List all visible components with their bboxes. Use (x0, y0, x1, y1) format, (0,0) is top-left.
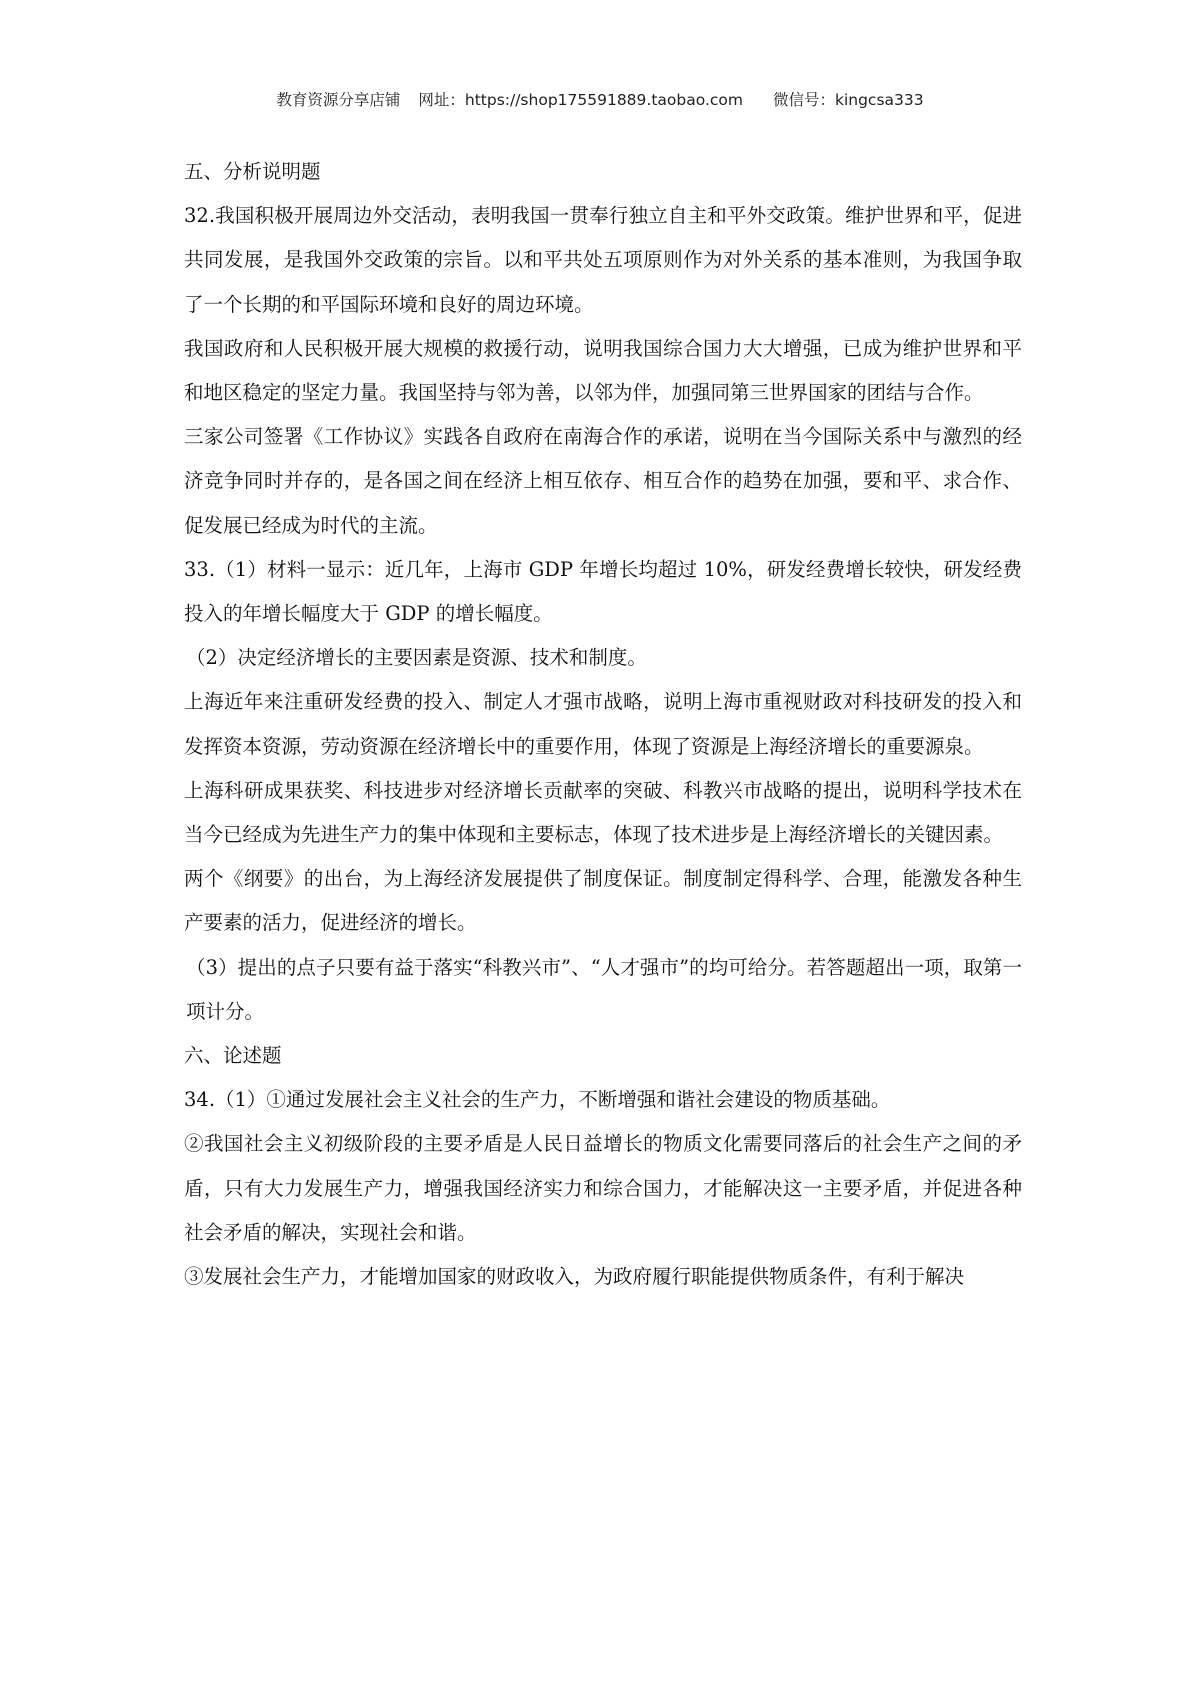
answer-33-part-3: （3）提出的点子只要有益于落实“科教兴市”、“人才强市”的均可给分。若答题超出一项，取第一项计分。 (186, 955, 1022, 1023)
answer-33-part-2: （2）决定经济增长的主要因素是资源、技术和制度。 (186, 646, 647, 670)
header-shop-name: 教育资源分享店铺 (276, 91, 401, 109)
answer-34-point-1: 34.（1）①通过发展社会主义社会的生产力，不断增强和谐社会建设的物质基础。 (184, 1088, 891, 1112)
answer-32-paragraph-1: 32.我国积极开展周边外交活动，表明我国一贯奉行独立自主和平外交政策。维护世界和平，促进共同发展，是我国外交政策的宗旨。以和平共处五项原则作为对外关系的基本准则，为我国争取了一个长期的和平国际环境和良好的周边环境。 (184, 204, 1022, 316)
section-heading-essay: 六、论述题 (184, 1044, 282, 1068)
header-url: 网址：https://shop175591889.taobao.com (418, 91, 743, 109)
section-heading-analysis: 五、分析说明题 (184, 160, 321, 183)
answer-33-paragraph-institution: 两个《纲要》的出台，为上海经济发展提供了制度保证。制度制定得科学、合理，能激发各种生产要素的活力，促进经济的增长。 (184, 867, 1022, 935)
document-body (184, 150, 1022, 1299)
page-header (0, 88, 1200, 110)
answer-32-paragraph-3: 三家公司签署《工作协议》实践各自政府在南海合作的承诺，说明在当今国际关系中与激烈的经济竞争同时并存的，是各国之间在经济上相互依存、相互合作的趋势在加强，要和平、求合作、促发展已经成为时代的主流。 (184, 425, 1022, 537)
answer-33-paragraph-technology: 上海科研成果获奖、科技进步对经济增长贡献率的突破、科教兴市战略的提出，说明科学技术在当今已经成为先进生产力的集中体现和主要标志，体现了技术进步是上海经济增长的关键因素。 (184, 778, 1022, 847)
answer-34-point-2: ②我国社会主义初级阶段的主要矛盾是人民日益增长的物质文化需要同落后的社会生产之间的矛盾，只有大力发展生产力，增强我国经济实力和综合国力，才能解决这一主要矛盾，并促进各种社会矛盾的解决，实现社会和谐。 (184, 1132, 1022, 1244)
answer-34-point-3: ③发展社会生产力，才能增加国家的财政收入，为政府履行职能提供物质条件，有利于解决 (184, 1265, 965, 1289)
answer-33-paragraph-resources: 上海近年来注重研发经费的投入、制定人才强市战略，说明上海市重视财政对科技研发的投入和发挥资本资源，劳动资源在经济增长中的重要作用，体现了资源是上海经济增长的重要源泉。 (184, 690, 1022, 758)
answer-32-paragraph-2: 我国政府和人民积极开展大规模的救援行动，说明我国综合国力大大增强，已成为维护世界和平和地区稳定的坚定力量。我国坚持与邻为善，以邻为伴，加强同第三世界国家的团结与合作。 (184, 336, 1022, 405)
answer-33-part-1: 33.（1）材料一显示：近几年，上海市 GDP 年增长均超过 10%，研发经费增长较快，研发经费投入的年增长幅度大于 GDP 的增长幅度。 (184, 557, 1022, 626)
header-wechat: 微信号：kingcsa333 (772, 91, 924, 109)
